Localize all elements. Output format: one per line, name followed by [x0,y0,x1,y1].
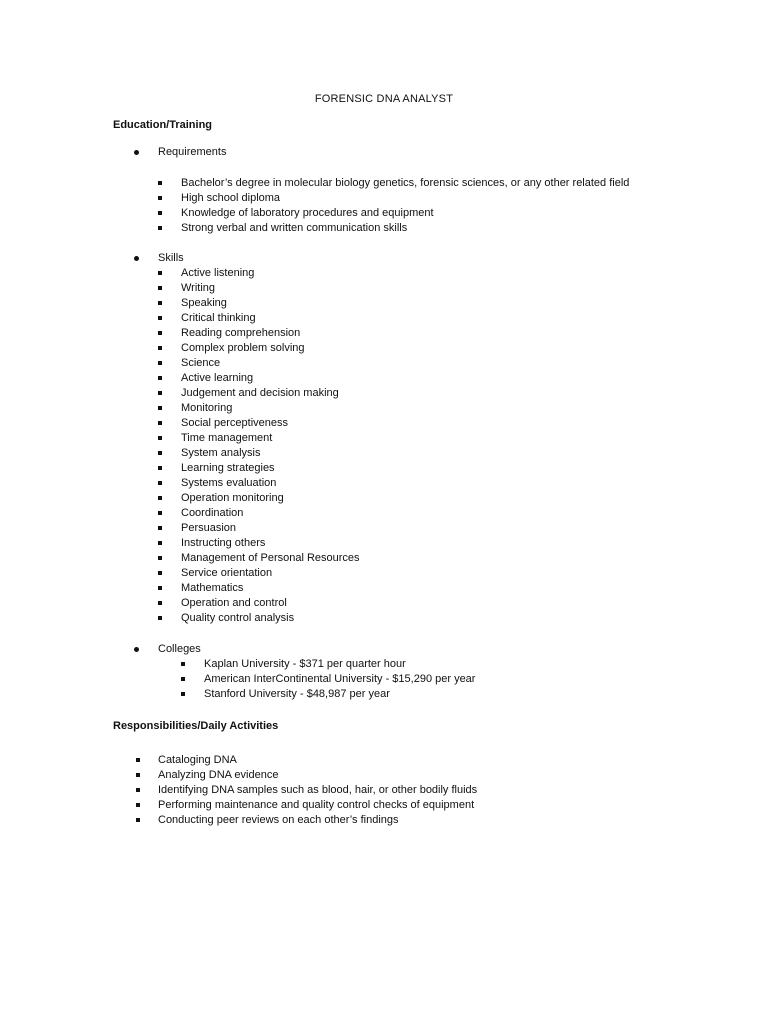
bullet-square [136,818,140,822]
bullet-square [158,316,162,320]
colleges-label: Colleges [158,643,201,655]
skill-text: Active listening [181,267,255,279]
skill-text: Writing [181,282,216,294]
skill-text: Critical thinking [181,312,256,324]
skill-text: Speaking [181,297,227,309]
skill-text: Instructing others [181,537,266,549]
bullet-square [158,481,162,485]
bullet-square [158,376,162,380]
bullet-square [181,692,185,696]
college-text: Kaplan University - $371 per quarter hour [204,658,406,670]
responsibility-text: Conducting peer reviews on each other’s findings [158,814,399,826]
bullet-square [136,803,140,807]
bullet-square [136,773,140,777]
skills-label: Skills [158,252,184,264]
bullet-square [136,758,140,762]
bullet-square [158,451,162,455]
skill-text: Reading comprehension [181,327,301,339]
bullet-square [158,271,162,275]
skill-text: Science [181,357,221,369]
skill-text: Social perceptiveness [181,417,289,429]
bullet-square [158,391,162,395]
bullet-square [158,436,162,440]
bullet-square [158,571,162,575]
page-title: FORENSIC DNA ANALYST [314,93,454,105]
skill-text: Judgement and decision making [181,387,339,399]
bullet-square [158,586,162,590]
bullet-square [158,601,162,605]
skill-text: Time management [181,432,273,444]
bullet-square [181,677,185,681]
bullet-disc [134,647,139,652]
bullet-square [158,196,162,200]
skill-text: Operation and control [181,597,287,609]
requirement-text: Strong verbal and written communication skills [181,222,408,234]
responsibility-text: Cataloging DNA [158,754,237,766]
bullet-disc [134,150,139,155]
bullet-square [158,616,162,620]
bullet-square [158,421,162,425]
bullet-square [158,556,162,560]
responsibility-text: Analyzing DNA evidence [158,769,279,781]
skill-text: Operation monitoring [181,492,284,504]
requirement-text: Bachelor’s degree in molecular biology genetics, forensic sciences, or any other related field [181,177,630,189]
bullet-square [158,526,162,530]
bullet-square [158,301,162,305]
skill-text: Complex problem solving [181,342,305,354]
college-text: American InterContinental University - $15,290 per year [204,673,476,685]
education-heading: Education/Training [113,119,213,131]
skill-text: Service orientation [181,567,273,579]
bullet-square [158,541,162,545]
skill-text: System analysis [181,447,261,459]
bullet-square [158,496,162,500]
bullet-square [158,406,162,410]
skill-text: Mathematics [181,582,244,594]
bullet-square [158,286,162,290]
skill-text: Coordination [181,507,244,519]
requirement-text: High school diploma [181,192,281,204]
requirement-text: Knowledge of laboratory procedures and equipment [181,207,434,219]
bullet-square [158,226,162,230]
bullet-square [158,466,162,470]
requirements-label: Requirements [158,146,227,158]
bullet-square [158,331,162,335]
bullet-square [158,346,162,350]
responsibilities-heading: Responsibilities/Daily Activities [113,720,279,732]
bullet-square [158,511,162,515]
skill-text: Systems evaluation [181,477,277,489]
responsibility-text: Identifying DNA samples such as blood, hair, or other bodily fluids [158,784,478,796]
skill-text: Learning strategies [181,462,275,474]
skill-text: Quality control analysis [181,612,295,624]
bullet-square [158,361,162,365]
bullet-square [181,662,185,666]
skill-text: Monitoring [181,402,233,414]
responsibility-text: Performing maintenance and quality control checks of equipment [158,799,475,811]
bullet-square [158,211,162,215]
skill-text: Persuasion [181,522,237,534]
bullet-disc [134,256,139,261]
skill-text: Active learning [181,372,254,384]
bullet-square [136,788,140,792]
skill-text: Management of Personal Resources [181,552,360,564]
bullet-square [158,181,162,185]
college-text: Stanford University - $48,987 per year [204,688,390,700]
